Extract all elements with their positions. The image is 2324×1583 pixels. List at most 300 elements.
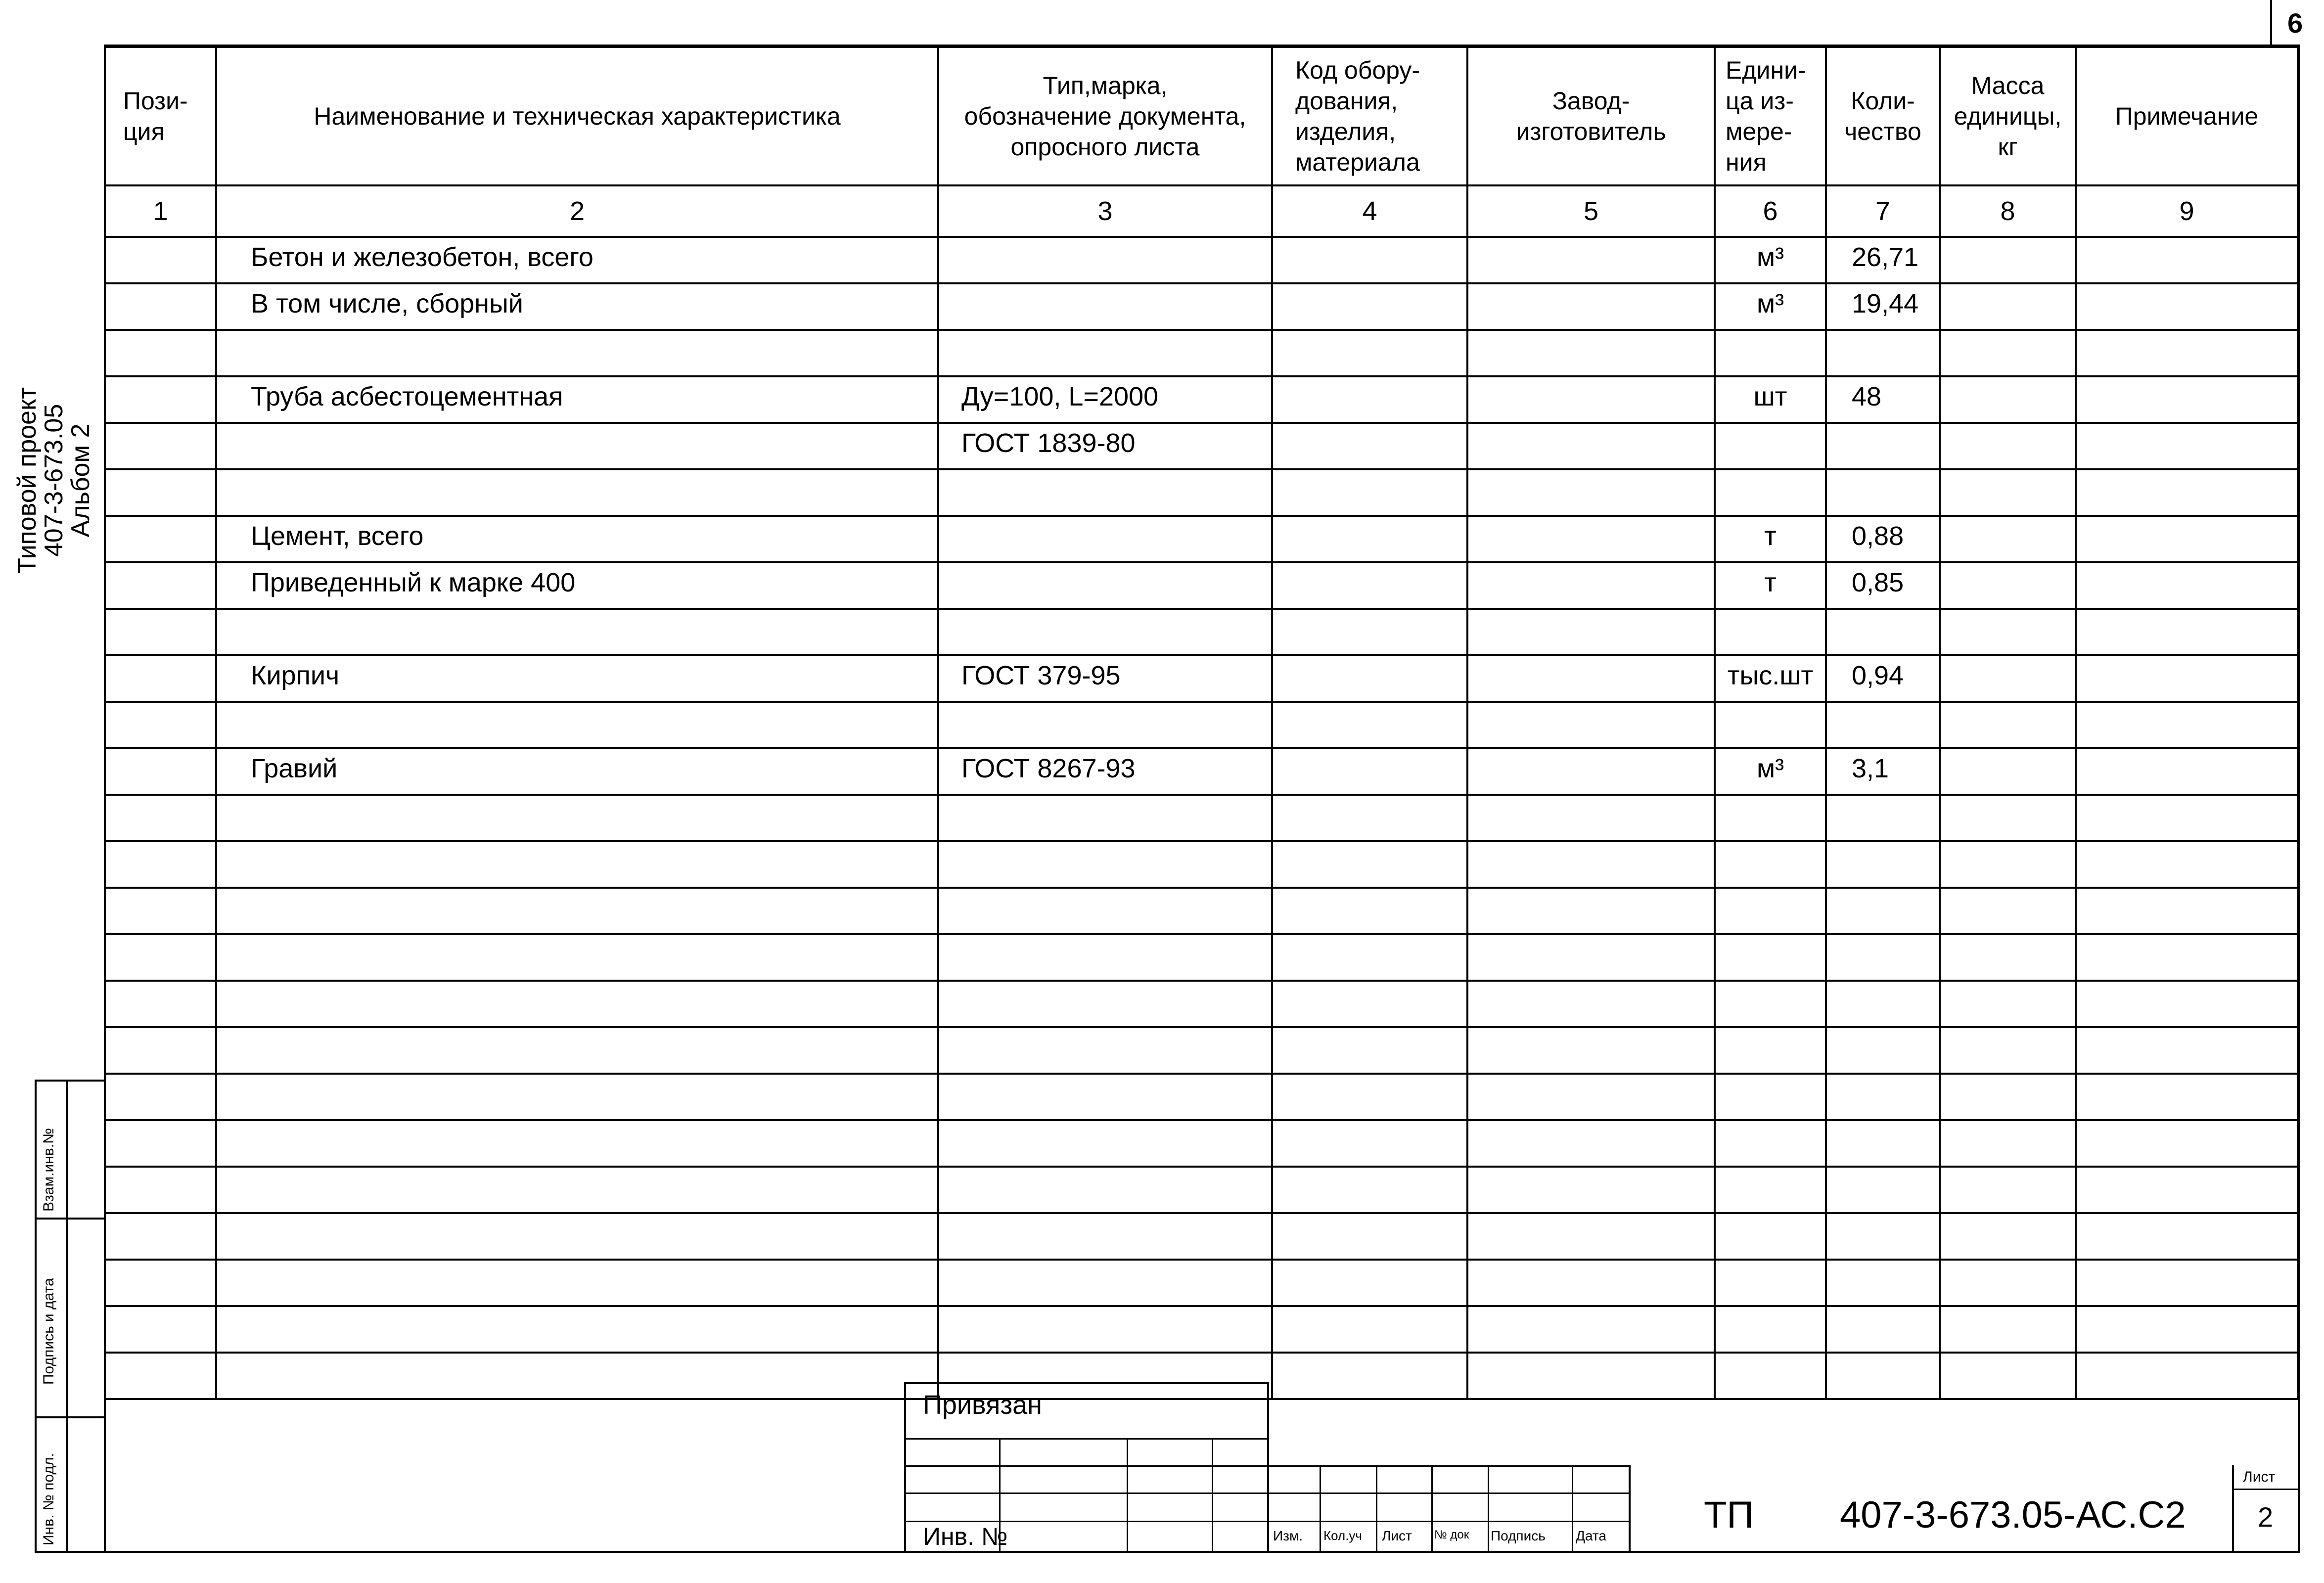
privyazan-grid-h1 [904, 1438, 1269, 1440]
cell-note [2076, 748, 2298, 795]
cell-type [938, 1074, 1272, 1120]
cell-type [938, 330, 1272, 376]
cell-position [105, 1260, 216, 1306]
cell-unit: м³ [1715, 283, 1826, 330]
cell-code [1272, 1353, 1467, 1399]
cell-code [1272, 702, 1467, 748]
cell-quantity [1826, 1353, 1940, 1399]
cell-name [216, 469, 938, 516]
table-row [105, 237, 2298, 283]
cell-type [938, 981, 1272, 1027]
cell-quantity [1826, 423, 1940, 469]
cell-mass [1940, 1353, 2076, 1399]
cell-quantity [1826, 1306, 1940, 1353]
table-row [105, 702, 2298, 748]
left-stamp-sep1 [35, 1218, 106, 1220]
cell-note [2076, 283, 2298, 330]
column-number: 8 [1940, 185, 2076, 237]
header-position: Пози- ция [105, 47, 216, 185]
cell-quantity [1826, 1213, 1940, 1260]
cell-note [2076, 1213, 2298, 1260]
cell-mass [1940, 237, 2076, 283]
cell-quantity: 3,1 [1826, 748, 1940, 795]
column-number: 2 [216, 185, 938, 237]
cell-name [216, 1260, 938, 1306]
cell-note [2076, 1167, 2298, 1213]
cell-mass [1940, 1260, 2076, 1306]
cell-name [216, 702, 938, 748]
column-number-row [105, 185, 2298, 237]
designation-prefix: ТП [1704, 1494, 1754, 1536]
revision-grid-h2 [1269, 1493, 1631, 1494]
cell-type [938, 609, 1272, 655]
cell-quantity [1826, 702, 1940, 748]
cell-position [105, 423, 216, 469]
table-row [105, 423, 2298, 469]
cell-mass [1940, 1306, 2076, 1353]
cell-manufacturer [1467, 283, 1715, 330]
cell-note [2076, 1074, 2298, 1120]
cell-position [105, 888, 216, 934]
cell-manufacturer [1467, 609, 1715, 655]
header-code: Код обору- дования, изделия, материала [1272, 47, 1467, 185]
cell-type [938, 516, 1272, 562]
cell-code [1272, 609, 1467, 655]
cell-name [216, 981, 938, 1027]
cell-unit [1715, 469, 1826, 516]
cell-type [938, 1027, 1272, 1074]
cell-unit [1715, 888, 1826, 934]
cell-mass [1940, 283, 2076, 330]
cell-note [2076, 795, 2298, 841]
cell-note [2076, 423, 2298, 469]
header-mass: Масса единицы, кг [1940, 47, 2076, 185]
cell-name: В том числе, сборный [216, 283, 938, 330]
cell-code [1272, 748, 1467, 795]
cell-name [216, 1074, 938, 1120]
cell-type [938, 1120, 1272, 1167]
table-row [105, 1306, 2298, 1353]
cell-mass [1940, 1167, 2076, 1213]
cell-mass [1940, 469, 2076, 516]
table-row [105, 655, 2298, 702]
cell-mass [1940, 1120, 2076, 1167]
cell-code [1272, 1074, 1467, 1120]
col-data: Дата [1576, 1528, 1607, 1543]
col-izm: Изм. [1273, 1528, 1303, 1543]
cell-position [105, 981, 216, 1027]
cell-manufacturer [1467, 841, 1715, 888]
header-manufacturer: Завод- изготовитель [1467, 47, 1715, 185]
table-row [105, 562, 2298, 609]
cell-position [105, 1074, 216, 1120]
cell-position [105, 1167, 216, 1213]
table-row [105, 283, 2298, 330]
cell-note [2076, 237, 2298, 283]
cell-type [938, 702, 1272, 748]
cell-code [1272, 888, 1467, 934]
privyazan-label: Привязан [923, 1390, 1042, 1420]
cell-name [216, 795, 938, 841]
side-label-line2: 407-3-673.05 [40, 404, 68, 557]
cell-position [105, 237, 216, 283]
inv-podl-label: Инв. № подл. [41, 1453, 57, 1545]
cell-note [2076, 1027, 2298, 1074]
cell-manufacturer [1467, 469, 1715, 516]
cell-manufacturer [1467, 888, 1715, 934]
cell-type [938, 469, 1272, 516]
cell-position [105, 516, 216, 562]
cell-type [938, 934, 1272, 981]
cell-code [1272, 516, 1467, 562]
cell-note [2076, 1260, 2298, 1306]
cell-quantity [1826, 888, 1940, 934]
cell-mass [1940, 748, 2076, 795]
cell-unit [1715, 1074, 1826, 1120]
table-row [105, 376, 2298, 423]
cell-code [1272, 841, 1467, 888]
cell-code [1272, 469, 1467, 516]
cell-note [2076, 981, 2298, 1027]
cell-quantity [1826, 1260, 1940, 1306]
designation: 407-3-673.05-АС.С2 [1840, 1494, 2186, 1536]
cell-code [1272, 376, 1467, 423]
cell-quantity [1826, 841, 1940, 888]
cell-name: Гравий [216, 748, 938, 795]
privyazan-grid-h2 [904, 1465, 1269, 1467]
table-row [105, 330, 2298, 376]
cell-unit [1715, 702, 1826, 748]
cell-position [105, 1027, 216, 1074]
column-number: 5 [1467, 185, 1715, 237]
cell-mass [1940, 841, 2076, 888]
cell-note [2076, 702, 2298, 748]
cell-unit [1715, 330, 1826, 376]
cell-name [216, 423, 938, 469]
cell-manufacturer [1467, 330, 1715, 376]
cell-unit [1715, 1027, 1826, 1074]
cell-quantity [1826, 934, 1940, 981]
cell-type [938, 1167, 1272, 1213]
cell-code [1272, 237, 1467, 283]
revision-grid-v5 [1572, 1465, 1573, 1553]
cell-mass [1940, 981, 2076, 1027]
table-row [105, 841, 2298, 888]
sheet-number: 2 [2258, 1501, 2274, 1533]
header-name: Наименование и техническая характеристика [216, 47, 938, 185]
cell-mass [1940, 376, 2076, 423]
cell-note [2076, 469, 2298, 516]
cell-manufacturer [1467, 1074, 1715, 1120]
cell-manufacturer [1467, 655, 1715, 702]
cell-manufacturer [1467, 1353, 1715, 1399]
cell-code [1272, 1167, 1467, 1213]
cell-mass [1940, 888, 2076, 934]
cell-position [105, 1120, 216, 1167]
cell-unit [1715, 1260, 1826, 1306]
cell-mass [1940, 1213, 2076, 1260]
cell-mass [1940, 934, 2076, 981]
cell-position [105, 655, 216, 702]
cell-manufacturer [1467, 237, 1715, 283]
cell-quantity [1826, 1074, 1940, 1120]
column-number: 3 [938, 185, 1272, 237]
cell-position [105, 748, 216, 795]
cell-mass [1940, 423, 2076, 469]
cell-quantity [1826, 330, 1940, 376]
cell-quantity [1826, 795, 1940, 841]
cell-manufacturer [1467, 516, 1715, 562]
cell-type: ГОСТ 8267-93 [938, 748, 1272, 795]
cell-type: ГОСТ 1839-80 [938, 423, 1272, 469]
cell-code [1272, 1027, 1467, 1074]
cell-position [105, 702, 216, 748]
privyazan-grid-h3 [904, 1493, 1269, 1494]
cell-manufacturer [1467, 562, 1715, 609]
cell-mass [1940, 655, 2076, 702]
table-row [105, 1027, 2298, 1074]
cell-unit [1715, 1353, 1826, 1399]
cell-mass [1940, 609, 2076, 655]
page-number: 6 [2287, 7, 2303, 39]
cell-mass [1940, 1074, 2076, 1120]
cell-manufacturer [1467, 376, 1715, 423]
header-type: Тип,марка, обозначение документа, опросного листа [938, 47, 1272, 185]
cell-code [1272, 934, 1467, 981]
col-no-dok: № док [1434, 1528, 1469, 1541]
cell-manufacturer [1467, 423, 1715, 469]
column-number: 1 [105, 185, 216, 237]
revision-grid-h3 [1269, 1521, 1631, 1522]
col-list: Лист [1382, 1528, 1412, 1543]
cell-manufacturer [1467, 1306, 1715, 1353]
cell-code [1272, 1260, 1467, 1306]
cell-name: Цемент, всего [216, 516, 938, 562]
cell-unit: т [1715, 562, 1826, 609]
header-note: Примечание [2076, 47, 2298, 185]
revision-grid-v2 [1376, 1465, 1377, 1553]
table-row [105, 516, 2298, 562]
cell-position [105, 562, 216, 609]
cell-quantity [1826, 469, 1940, 516]
cell-unit [1715, 609, 1826, 655]
cell-name: Труба асбестоцементная [216, 376, 938, 423]
cell-position [105, 934, 216, 981]
cell-code [1272, 423, 1467, 469]
cell-manufacturer [1467, 795, 1715, 841]
cell-note [2076, 888, 2298, 934]
vzam-inv-label: Взам.инв.№ [41, 1128, 57, 1212]
cell-position [105, 469, 216, 516]
inv-no-label: Инв. № [923, 1523, 1008, 1550]
privyazan-grid-v2 [1127, 1438, 1128, 1553]
cell-type [938, 1260, 1272, 1306]
sheet-box-left [2232, 1465, 2234, 1553]
cell-type [938, 562, 1272, 609]
cell-note [2076, 330, 2298, 376]
cell-unit: т [1715, 516, 1826, 562]
page-number-border [2270, 0, 2272, 45]
cell-note [2076, 655, 2298, 702]
cell-note [2076, 1353, 2298, 1399]
cell-mass [1940, 1027, 2076, 1074]
column-number: 4 [1272, 185, 1467, 237]
cell-quantity [1826, 1167, 1940, 1213]
cell-unit: тыс.шт [1715, 655, 1826, 702]
cell-name [216, 1353, 938, 1399]
cell-code [1272, 981, 1467, 1027]
cell-name [216, 330, 938, 376]
cell-type [938, 1213, 1272, 1260]
cell-type [938, 795, 1272, 841]
revision-grid-h1 [1269, 1465, 1631, 1467]
cell-name [216, 888, 938, 934]
cell-name: Приведенный к марке 400 [216, 562, 938, 609]
cell-code [1272, 1213, 1467, 1260]
cell-quantity [1826, 1027, 1940, 1074]
revision-grid-v1 [1320, 1465, 1321, 1553]
table-row [105, 981, 2298, 1027]
cell-type: ГОСТ 379-95 [938, 655, 1272, 702]
table-row [105, 748, 2298, 795]
cell-position [105, 795, 216, 841]
cell-name: Кирпич [216, 655, 938, 702]
cell-type [938, 237, 1272, 283]
cell-note [2076, 1120, 2298, 1167]
cell-manufacturer [1467, 1213, 1715, 1260]
cell-type [938, 283, 1272, 330]
header-row [105, 47, 2298, 185]
cell-manufacturer [1467, 702, 1715, 748]
revision-grid-v3 [1431, 1465, 1433, 1553]
privyazan-grid-v3 [1212, 1438, 1213, 1553]
cell-position [105, 1306, 216, 1353]
col-podpis: Подпись [1491, 1528, 1546, 1543]
cell-quantity: 0,94 [1826, 655, 1940, 702]
cell-position [105, 376, 216, 423]
cell-position [105, 609, 216, 655]
cell-unit: м³ [1715, 237, 1826, 283]
cell-type [938, 888, 1272, 934]
side-label [14, 387, 94, 574]
cell-mass [1940, 795, 2076, 841]
cell-manufacturer [1467, 1260, 1715, 1306]
cell-unit [1715, 934, 1826, 981]
cell-code [1272, 1306, 1467, 1353]
cell-name [216, 841, 938, 888]
cell-position [105, 283, 216, 330]
column-number: 7 [1826, 185, 1940, 237]
header-unit: Едини- ца из- мере- ния [1715, 47, 1826, 185]
cell-code [1272, 283, 1467, 330]
cell-note [2076, 562, 2298, 609]
cell-unit [1715, 1306, 1826, 1353]
cell-name [216, 1120, 938, 1167]
signature-date-label: Подпись и дата [41, 1278, 57, 1385]
cell-mass [1940, 562, 2076, 609]
cell-code [1272, 562, 1467, 609]
cell-note [2076, 841, 2298, 888]
cell-mass [1940, 702, 2076, 748]
cell-manufacturer [1467, 1027, 1715, 1074]
cell-unit [1715, 841, 1826, 888]
column-number: 6 [1715, 185, 1826, 237]
cell-note [2076, 376, 2298, 423]
cell-quantity [1826, 609, 1940, 655]
table-row [105, 795, 2298, 841]
specification-rows [105, 237, 2298, 1399]
table-row [105, 1167, 2298, 1213]
cell-manufacturer [1467, 748, 1715, 795]
header-quantity: Коли- чество [1826, 47, 1940, 185]
cell-note [2076, 609, 2298, 655]
cell-quantity [1826, 981, 1940, 1027]
cell-position [105, 1353, 216, 1399]
cell-name [216, 609, 938, 655]
cell-note [2076, 516, 2298, 562]
cell-note [2076, 1306, 2298, 1353]
table-row [105, 934, 2298, 981]
cell-quantity: 48 [1826, 376, 1940, 423]
cell-name: Бетон и железобетон, всего [216, 237, 938, 283]
cell-type [938, 1306, 1272, 1353]
table-row [105, 888, 2298, 934]
cell-manufacturer [1467, 1120, 1715, 1167]
col-kol-uch: Кол.уч [1323, 1528, 1362, 1543]
side-label-line3: Альбом 2 [66, 423, 95, 538]
side-label-line1: Типовой проект [13, 387, 42, 574]
cell-unit [1715, 1120, 1826, 1167]
left-stamp-sep2 [35, 1416, 106, 1418]
cell-manufacturer [1467, 1167, 1715, 1213]
cell-unit: м³ [1715, 748, 1826, 795]
cell-unit [1715, 795, 1826, 841]
cell-unit [1715, 1167, 1826, 1213]
cell-mass [1940, 330, 2076, 376]
cell-quantity: 19,44 [1826, 283, 1940, 330]
table-row [105, 469, 2298, 516]
cell-quantity [1826, 1120, 1940, 1167]
cell-type: Ду=100, L=2000 [938, 376, 1272, 423]
table-row [105, 1213, 2298, 1260]
sheet-label: Лист [2243, 1469, 2276, 1485]
cell-mass [1940, 516, 2076, 562]
cell-unit: шт [1715, 376, 1826, 423]
cell-unit [1715, 981, 1826, 1027]
cell-code [1272, 330, 1467, 376]
cell-manufacturer [1467, 934, 1715, 981]
cell-name [216, 1213, 938, 1260]
table-row [105, 609, 2298, 655]
table-row [105, 1120, 2298, 1167]
cell-quantity: 0,88 [1826, 516, 1940, 562]
cell-position [105, 841, 216, 888]
cell-unit [1715, 1213, 1826, 1260]
cell-code [1272, 1120, 1467, 1167]
cell-unit [1715, 423, 1826, 469]
left-stamp-divider [66, 1080, 68, 1553]
cell-type [938, 841, 1272, 888]
cell-position [105, 330, 216, 376]
cell-quantity: 26,71 [1826, 237, 1940, 283]
specification-table [104, 46, 2299, 1400]
table-row [105, 1074, 2298, 1120]
cell-name [216, 1027, 938, 1074]
cell-note [2076, 934, 2298, 981]
cell-name [216, 1306, 938, 1353]
revision-grid-v6 [1629, 1465, 1631, 1553]
cell-name [216, 934, 938, 981]
